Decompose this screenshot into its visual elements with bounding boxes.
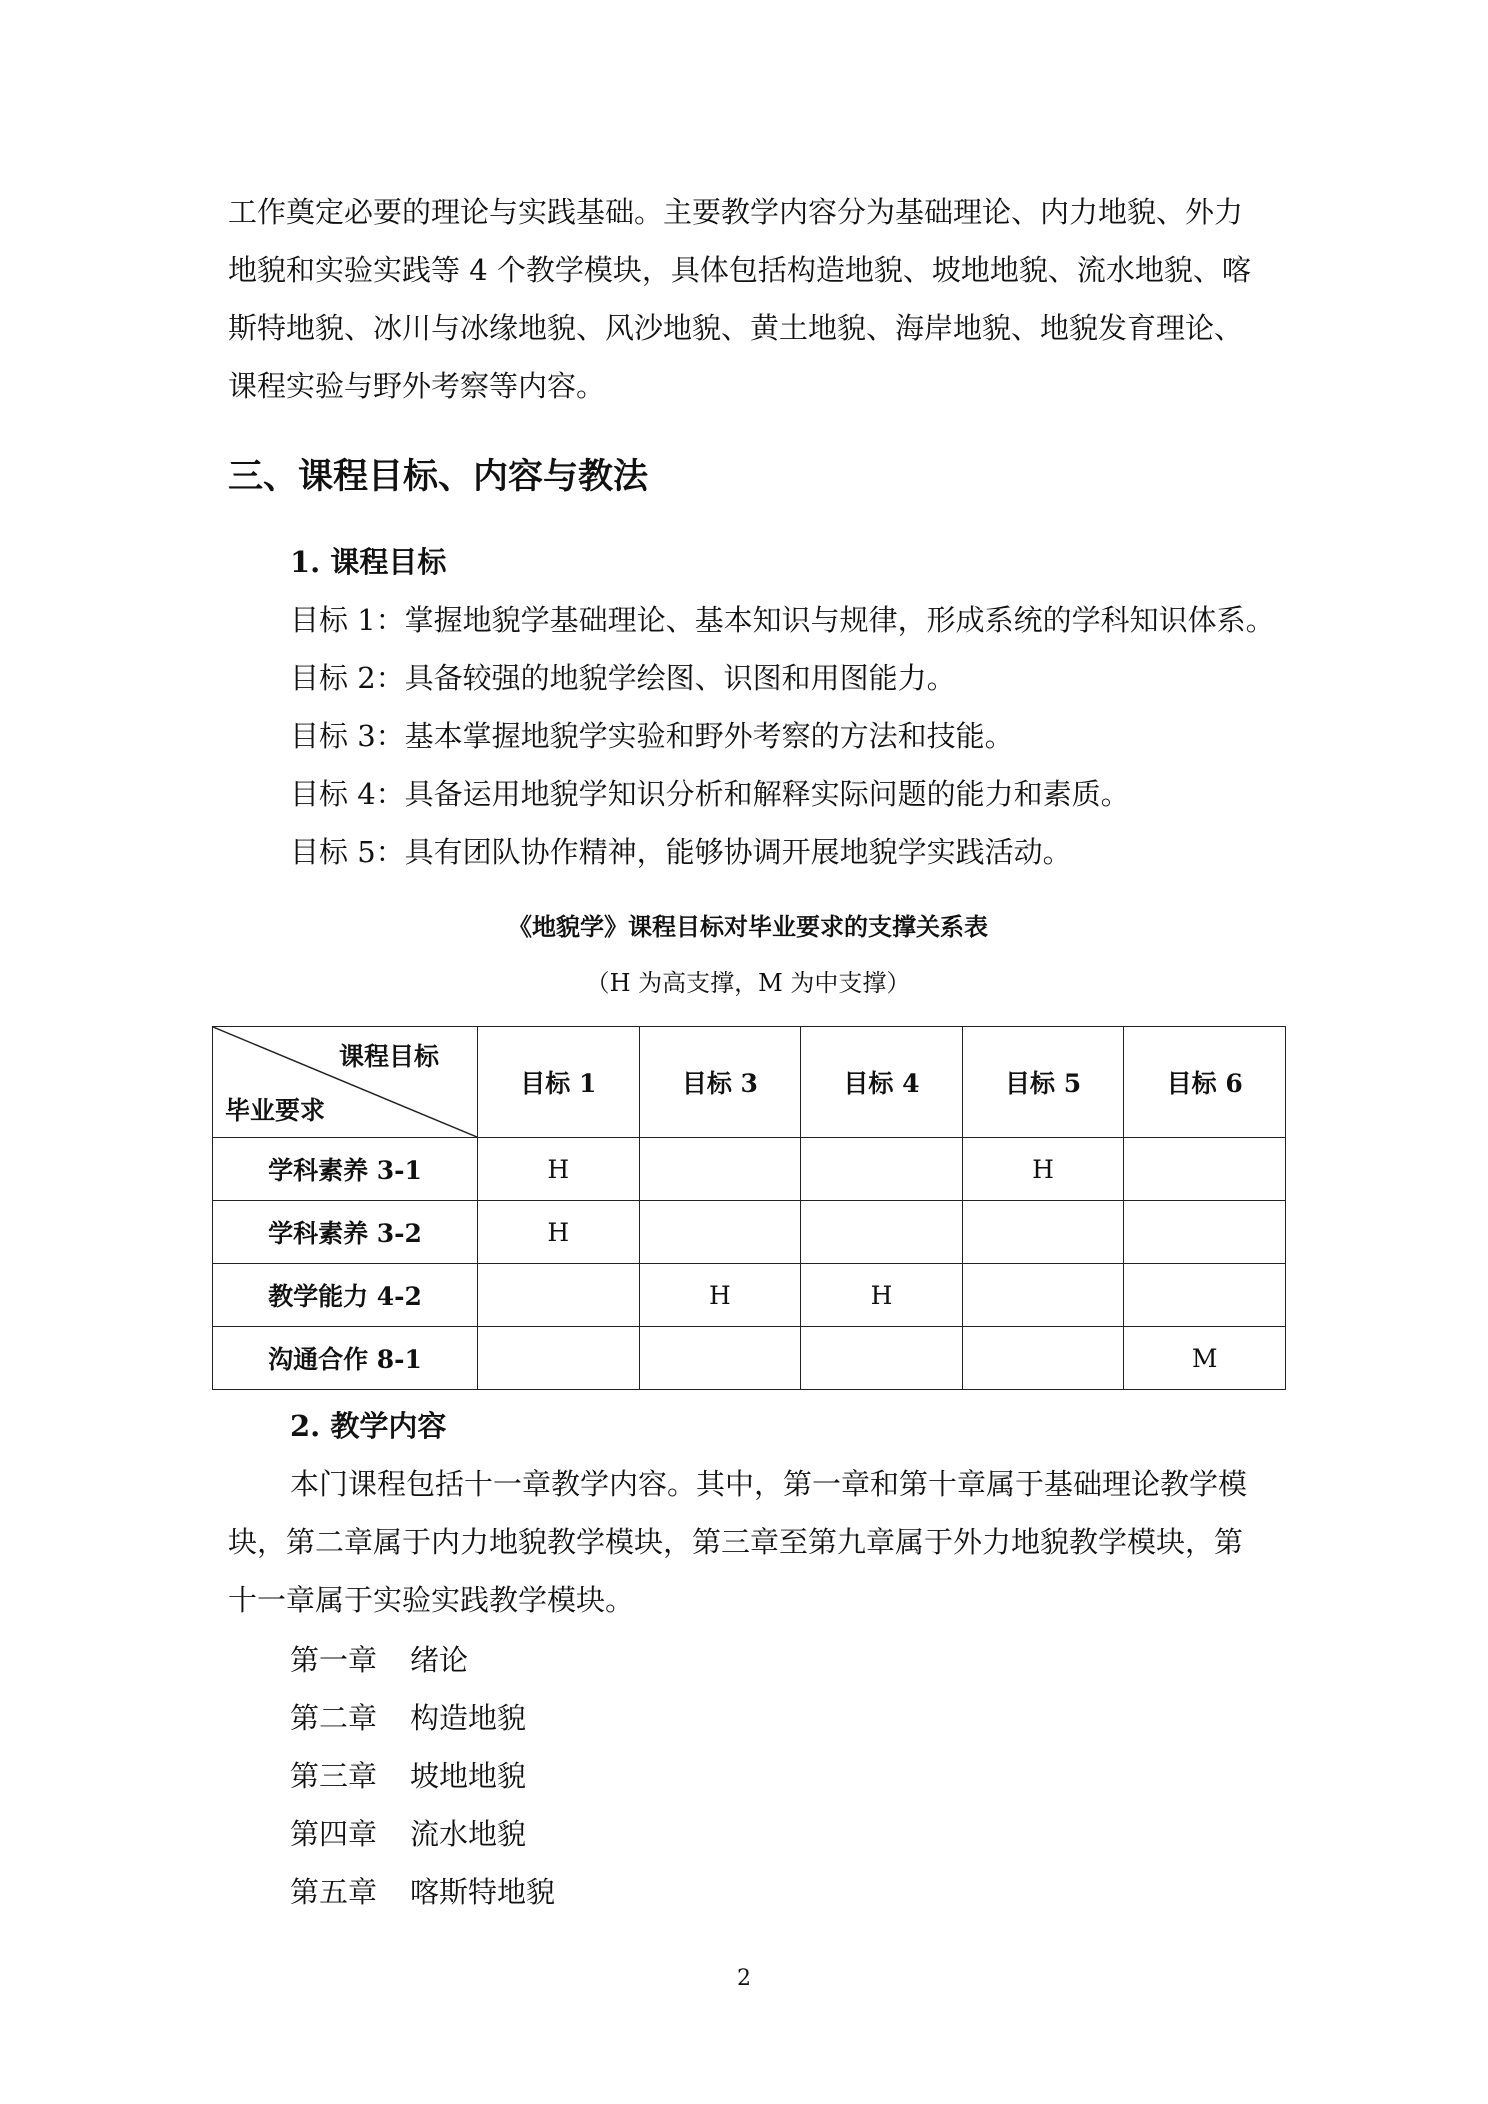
- intro-line: 工作奠定必要的理论与实践基础。主要教学内容分为基础理论、内力地貌、外力: [228, 195, 1244, 229]
- intro-line: 斯特地貌、冰川与冰缘地貌、风沙地貌、黄土地貌、海岸地貌、地貌发育理论、: [228, 311, 1244, 345]
- subsection-title-goals: 1. 课程目标: [290, 545, 447, 579]
- table-note: （H 为高支撑，M 为中支撑）: [585, 969, 911, 997]
- support-cell: H: [801, 1264, 963, 1327]
- requirement-cell: 沟通合作 8-1: [213, 1327, 478, 1390]
- table-row: [213, 1264, 1286, 1327]
- goal-item: 目标 3：基本掌握地貌学实验和野外考察的方法和技能。: [290, 719, 1014, 753]
- chapter-item: [290, 1698, 1330, 1738]
- table-header-row: [213, 1027, 1286, 1138]
- intro-line: 课程实验与野外考察等内容。: [228, 369, 606, 403]
- corner-label-goals: 课程目标: [338, 1042, 439, 1071]
- support-cell: [962, 1327, 1124, 1390]
- table-corner-cell: [213, 1027, 478, 1138]
- subsection-title-content: 2. 教学内容: [290, 1409, 447, 1443]
- table-row: [213, 1327, 1286, 1390]
- support-cell: [639, 1327, 801, 1390]
- support-cell: [801, 1201, 963, 1264]
- chapter-title: 坡地地貌: [410, 1759, 527, 1793]
- chapter-item: [290, 1756, 1330, 1796]
- goal-item: 目标 2：具备较强的地貌学绘图、识图和用图能力。: [290, 661, 956, 695]
- chapter-item: [290, 1872, 1330, 1912]
- table-caption: 《地貌学》课程目标对毕业要求的支撑关系表: [508, 912, 988, 941]
- chapter-title: 构造地貌: [410, 1701, 527, 1735]
- chapter-number: 第五章: [290, 1875, 378, 1909]
- support-cell: M: [1124, 1327, 1286, 1390]
- content-line: 十一章属于实验实践教学模块。: [228, 1583, 635, 1617]
- support-cell: H: [639, 1264, 801, 1327]
- goal-item: 目标 1：掌握地貌学基础理论、基本知识与规律，形成系统的学科知识体系。: [290, 603, 1275, 637]
- chapter-number: 第四章: [290, 1817, 378, 1851]
- column-header: 目标 5: [962, 1027, 1124, 1138]
- column-header: 目标 4: [801, 1027, 963, 1138]
- support-cell: [639, 1201, 801, 1264]
- chapter-title: 流水地貌: [410, 1817, 527, 1851]
- intro-line: 地貌和实验实践等 4 个教学模块，具体包括构造地貌、坡地地貌、流水地貌、喀: [228, 253, 1251, 287]
- support-cell: [1124, 1138, 1286, 1201]
- table-row: [213, 1138, 1286, 1201]
- chapter-number: 第二章: [290, 1701, 378, 1735]
- column-header: 目标 3: [639, 1027, 801, 1138]
- support-cell: H: [478, 1201, 640, 1264]
- corner-label-requirements: 毕业要求: [225, 1096, 326, 1125]
- goal-item: 目标 4：具备运用地貌学知识分析和解释实际问题的能力和素质。: [290, 777, 1130, 811]
- support-cell: [639, 1138, 801, 1201]
- page-number: 2: [737, 1966, 751, 1991]
- support-cell: [962, 1201, 1124, 1264]
- goal-item: 目标 5：具有团队协作精神，能够协调开展地貌学实践活动。: [290, 835, 1072, 869]
- table-row: [213, 1201, 1286, 1264]
- chapter-item: [290, 1814, 1330, 1854]
- requirement-cell: 学科素养 3-2: [213, 1201, 478, 1264]
- chapter-item: [290, 1640, 1330, 1680]
- content-line: 本门课程包括十一章教学内容。其中，第一章和第十章属于基础理论教学模: [290, 1467, 1248, 1501]
- section-title: 三、课程目标、内容与教法: [228, 456, 649, 497]
- support-cell: [1124, 1264, 1286, 1327]
- support-table: [212, 1026, 1286, 1390]
- chapter-number: 第三章: [290, 1759, 378, 1793]
- requirement-cell: 教学能力 4-2: [213, 1264, 478, 1327]
- column-header: 目标 6: [1124, 1027, 1286, 1138]
- support-cell: [1124, 1201, 1286, 1264]
- chapter-title: 绪论: [410, 1643, 469, 1677]
- chapter-title: 喀斯特地貌: [410, 1875, 556, 1909]
- support-cell: [801, 1138, 963, 1201]
- support-cell: H: [962, 1138, 1124, 1201]
- support-cell: H: [478, 1138, 640, 1201]
- chapter-number: 第一章: [290, 1643, 378, 1677]
- support-cell: [962, 1264, 1124, 1327]
- content-line: 块，第二章属于内力地貌教学模块，第三章至第九章属于外力地貌教学模块，第: [228, 1525, 1244, 1559]
- support-cell: [478, 1264, 640, 1327]
- requirement-cell: 学科素养 3-1: [213, 1138, 478, 1201]
- column-header: 目标 1: [478, 1027, 640, 1138]
- support-cell: [478, 1327, 640, 1390]
- support-cell: [801, 1327, 963, 1390]
